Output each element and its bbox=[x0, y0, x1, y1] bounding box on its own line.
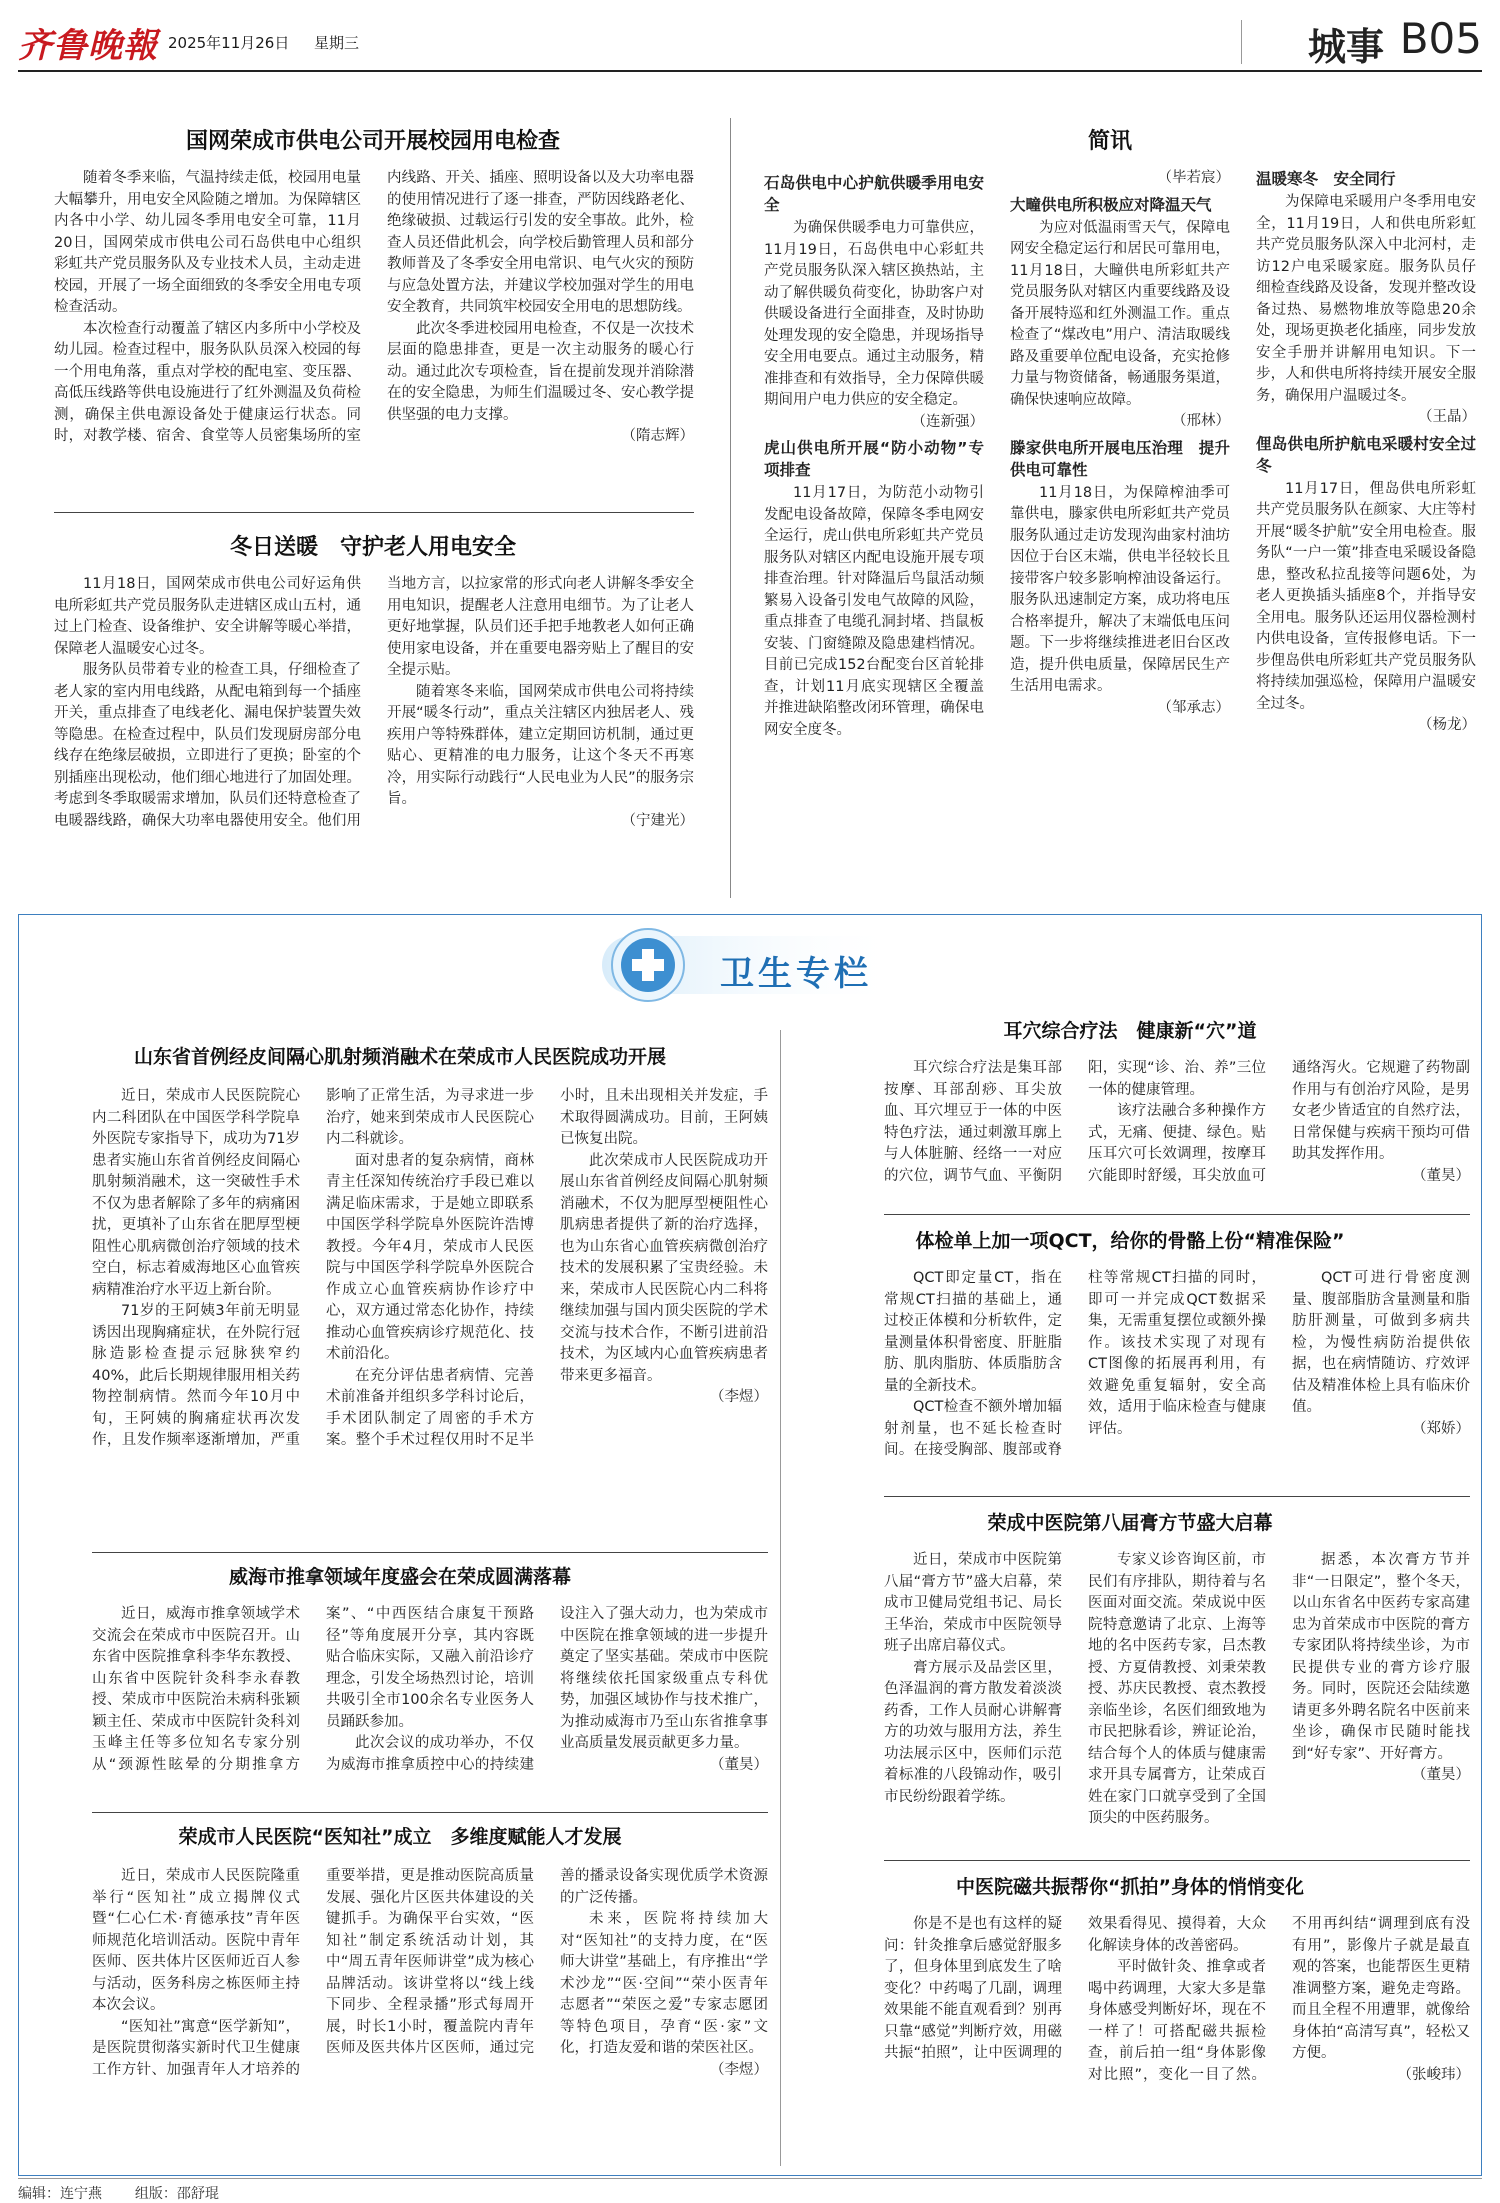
page-footer bbox=[18, 2178, 1482, 2203]
paragraph: 近日，荣成市人民医院隆重举行“医知社”成立揭牌仪式暨“仁心仁术·育德承技”青年医师规范化培训活动。医院中青年医师、医共体片区医师近百人参与活动，医务科房之栋医师主持本次会议。 bbox=[92, 1868, 300, 2013]
article-title: 耳穴综合疗法 健康新“穴”道 bbox=[1003, 1020, 1257, 1042]
paragraph: 面对患者的复杂病情，商林青主任深知传统治疗手段已难以满足临床需求，于是她立即联系中国医学科学院阜外医院许浩博教授。今年4月，荣成市人民医院与中国医学科学院阜外医院合作成立心血管疾病协作诊疗中心，双方通过常态化协作，持续推动心血管疾病诊疗规范化、技术前沿化。 bbox=[326, 1152, 534, 1362]
paragraph: 膏方展示及品尝区里，色泽温润的膏方散发着淡淡药香，工作人员耐心讲解膏方的功效与服用方法，养生功法展示区中，医师们示范着标准的八段锦动作，吸引市民纷纷跟着学练。 bbox=[884, 1659, 1062, 1805]
paragraph: “医知社”寓意“医学新知”，是医院贯彻落实新时代卫生健康工作方针、加强青年人才培养的重要举措，更是推动医院高质量发展、强化片区医共体建设的关键抓手。为确保平台实效，“医知社”制定系统活动计划，其中“周五青年医师讲堂”成为核心品牌活动。该讲堂将以“线上线下同步、全程录播”形式每周开展，时长1小时，覆盖院内青年医师及医共体片区医师，通过完善的播录设备实现优质学术资源的广泛传播。 bbox=[92, 1868, 768, 2078]
byline: （宁建光） bbox=[621, 812, 694, 829]
paragraph: 耳穴综合疗法是集耳部按摩、耳部刮痧、耳尖放血、耳穴埋豆于一体的中医特色疗法，通过刺激耳廓上与人体脏腑、经络一一对应的穴位，调节气血、平衡阴阳，实现“诊、治、养”三位一体的健康管理。 bbox=[884, 1060, 1266, 1184]
paragraph: 未来，医院将持续加大对“医知社”的支持力度，在“医师大讲堂”基础上，有序推出“学术沙龙”“医·空间”“荣小医青年志愿者”“荣医之爱”专家志愿团等特色项目，孕育“医·家”文化，打造友爱和谐的荣医社区。 bbox=[560, 1911, 768, 2056]
divider bbox=[54, 512, 694, 513]
paragraph: 该疗法融合多种操作方式，无痛、便捷、绿色。贴压耳穴可长效调理，按摩耳穴能即时舒缓，耳尖放血可通络泻火。它规避了药物副作用与有创治疗风险，是男女老少皆适宜的自然疗法，日常保健与疾病干预均可借助其发挥作用。 bbox=[1088, 1060, 1470, 1184]
brief-item-body: 11月17日，俚岛供电所彩虹共产党员服务队在颜家、大庄等村开展“暖冬护航”安全用电检查。服务队“一户一策”排查电采暖设备隐患，整改私拉乱接等问题6处，为老人更换插头插座8个，并指导安全用电。服务队还运用仪器检测村内供电设备，宣传报修电话。下一步俚岛供电所彩虹共产党员服务队将持续加强巡检，保障用户温暖安全过冬。 bbox=[1256, 480, 1476, 712]
brief-item-title: 大疃供电所积极应对降温天气 bbox=[1010, 195, 1212, 214]
article-title: 国网荣成市供电公司开展校园用电检查 bbox=[185, 129, 560, 154]
masthead bbox=[18, 12, 1482, 72]
article-body bbox=[92, 1866, 768, 2166]
article-body bbox=[884, 1914, 1470, 2166]
divider bbox=[884, 1214, 1470, 1215]
article-body bbox=[884, 1550, 1470, 1856]
paragraph: 近日，威海市推拿领域学术交流会在荣成市中医院召开。山东省中医院推拿科李华东教授、山东省中医院针灸科李永春教授、荣成市中医院治未病科张颖颖主任、荣成市中医院针灸科刘玉峰主任等多位知名专家分别从“颈源性眩晕的分期推拿方案”、“中西医结合康复干预路径”等角度展开分享，其内容既贴合临床实际，又融入前沿诊疗理念，引发全场热烈讨论，培训共吸引全市100余名专业医务人员踊跃参加。 bbox=[92, 1606, 534, 1773]
article-body bbox=[92, 1604, 768, 1826]
article-title: 荣成中医院第八届膏方节盛大启幕 bbox=[987, 1512, 1273, 1534]
divider bbox=[884, 1860, 1470, 1861]
divider bbox=[92, 1812, 768, 1813]
article-title: 体检单上加一项QCT，给你的骨骼上份“精准保险” bbox=[915, 1230, 1345, 1252]
brief-item-title: 俚岛供电所护航电采暖村安全过冬 bbox=[1256, 434, 1476, 475]
brief-item-body: 11月18日，为保障榨油季可靠供电，滕家供电所彩虹共产党员服务队通过走访发现沟曲家村油坊因位于台区末端，供电半径较长且接带客户较多影响榨油设备运行。服务队迅速制定方案，成功将电压合格率提升，解决了末端低电压问题。下一步将继续推进老旧台区改造，提升供电质量，保障居民生产生活用电需求。 bbox=[1010, 484, 1230, 694]
byline: （董昊） bbox=[1412, 1767, 1470, 1783]
column-divider bbox=[780, 1030, 781, 2166]
byline: （杨龙） bbox=[1418, 717, 1476, 733]
byline: （董昊） bbox=[710, 1756, 768, 1773]
newspaper-logo: 齐鲁晚報 bbox=[18, 26, 158, 66]
byline: （王晶） bbox=[1418, 409, 1476, 425]
paragraph: 在充分评估患者病情、完善术前准备并组织多学科讨论后，手术团队制定了周密的手术方案。整个手术过程仅用时不足半小时，且未出现相关并发症，手术取得圆满成功。目前，王阿姨已恢复出院。 bbox=[326, 1088, 768, 1448]
column-divider bbox=[730, 118, 731, 898]
byline: （郑娇） bbox=[1412, 1420, 1470, 1437]
brief-item-body: 为确保供暖季电力可靠供应，11月19日，石岛供电中心彩虹共产党员服务队深入辖区换热站，主动了解供暖负荷变化，协助客户对供暖设备进行全面排查，及时协助处理发现的安全隐患，并现场指导安全用电要点。通过主动服务，精准排查和有效指导，全力保障供暖期间用户电力供应的安全稳定。 bbox=[764, 220, 984, 408]
byline: （邹承志） bbox=[1157, 699, 1230, 716]
issue-weekday: 星期三 bbox=[314, 34, 360, 52]
layout-credit: 组版：邵舒琨 bbox=[134, 2186, 219, 2202]
byline: （毕若宸） bbox=[1157, 170, 1230, 186]
paragraph: QCT即定量CT，指在常规CT扫描的基础上，通过校正体模和分析软件，定量测量体积骨密度、肝脏脂肪、肌肉脂肪、体质脂肪含量的全新技术。 bbox=[884, 1270, 1062, 1394]
page-number: B05 bbox=[1399, 14, 1482, 63]
brief-item-body: 为保障电采暖用户冬季用电安全，11月19日，人和供电所彩虹共产党员服务队深入中北河村，走访12户电采暖家庭。服务队员仔细检查线路及设备，发现并整改设备过热、易燃物堆放等隐患20余处，现场更换老化插座，同步发放安全手册并讲解用电知识。下一步，人和供电所将持续开展安全服务，确保用户温暖过冬。 bbox=[1256, 194, 1476, 404]
divider bbox=[884, 1496, 1470, 1497]
paragraph: 服务队员带着专业的检查工具，仔细检查了老人家的室内用电线路，从配电箱到每一个插座开关，重点排查了电线老化、漏电保护装置失效等隐患。在检查过程中，队员们发现厨房部分电线存在绝缘层破损，立即进行了更换；卧室的个别插座出现松动，他们细心地进行了加固处理。考虑到冬季取暖需求增加，队员们还特意检查了电暖器线路，确保大功率电器使用安全。他们用当地方言，以拉家常的形式向老人讲解冬季安全用电知识，提醒老人注意用电细节。为了让老人更好地掌握，队员们还手把手地教老人如何正确使用家电设备，并在重要电器旁贴上了醒目的安全提示贴。 bbox=[54, 576, 694, 829]
paragraph: 你是不是也有这样的疑问：针灸推拿后感觉舒服多了，但身体里到底发生了啥变化？中药喝了几副，调理效果能不能直观看到？别再只靠“感觉”判断疗效，用磁共振“拍照”，让中医调理的效果看得见、摸得着，大众化解读身体的改善密码。 bbox=[884, 1916, 1266, 2061]
article-body bbox=[92, 1086, 768, 1540]
byline: （董昊） bbox=[1412, 1167, 1470, 1184]
header-divider bbox=[1241, 20, 1242, 64]
paragraph: 专家义诊咨询区前，市民们有序排队，期待着与名医面对面交流。荣成说中医院特意邀请了北京、上海等地的名中医药专家，吕杰教授、方夏倩教授、刘秉荣教授、苏庆民教授、袁杰教授亲临坐诊，名医们细致地为市民把脉看诊，辨证论治，结合每个人的体质与健康需求开具专属膏方，让荣成百姓在家门口就享受到了全国顶尖的中医药服务。 bbox=[1088, 1552, 1266, 1826]
paragraph: 近日，荣成市中医院第八届“膏方节”盛大启幕，荣成市卫健局党组书记、局长王华治，荣成市中医院领导班子出席启幕仪式。 bbox=[884, 1552, 1062, 1654]
byline: （张峻玮） bbox=[1397, 2066, 1470, 2083]
byline: （连新强） bbox=[911, 413, 984, 430]
byline: （隋志辉） bbox=[621, 428, 694, 444]
paragraph: 71岁的王阿姨3年前无明显诱因出现胸痛症状，在外院行冠脉造影检查提示冠脉狭窄约40%，此后长期规律服用相关药物控制病情。然而今年10月中旬，王阿姨的胸痛症状再次发作，且发作频率逐渐增加，严重影响了正常生活，为寻求进一步治疗，她来到荣成市人民医院心内二科就诊。 bbox=[92, 1088, 534, 1448]
issue-date: 2025年11月26日 bbox=[168, 34, 290, 52]
brief-item-body: 11月17日，为防范小动物引发配电设备故障，保障冬季电网安全运行，虎山供电所彩虹共产党员服务队对辖区内配电设施开展专项排查治理。针对降温后鸟鼠活动频繁易入设备引发电气故障的风险，重点排查了电缆孔洞封堵、挡鼠板安装、门窗缝隙及隐患建档情况。目前已完成152台配变台区首轮排查，计划11月底实现辖区全覆盖并推进缺陷整改闭环管理，确保电网安全度冬。 bbox=[764, 485, 984, 738]
paragraph: 此次荣成市人民医院成功开展山东省首例经皮间隔心肌射频消融术，不仅为肥厚型梗阻性心肌病患者提供了新的治疗选择，也为山东省心血管疾病微创治疗技术的发展积累了宝贵经验。未来，荣成市人民医院心内二科将继续加强与国内顶尖医院的学术交流与技术合作，不断引进前沿技术，为区域内心血管疾病患者带来更多福音。 bbox=[560, 1152, 768, 1384]
article-title: 中医院磁共振帮你“抓拍”身体的悄悄变化 bbox=[956, 1876, 1304, 1898]
brief-item-title: 虎山供电所开展“防小动物”专项排查 bbox=[764, 439, 984, 479]
brief-item-title: 石岛供电中心护航供暖季用电安全 bbox=[764, 174, 984, 214]
health-banner-title: 卫生专栏 bbox=[720, 954, 872, 994]
article-body bbox=[54, 574, 694, 892]
section-name: 城事 bbox=[1307, 25, 1384, 69]
brief-list bbox=[764, 168, 1476, 898]
byline: （李煜） bbox=[710, 2061, 768, 2078]
paragraph: QCT可进行骨密度测量、腹部脂肪含量测量和脂肪肝测量，可做到多病共检，为慢性病防治提供依据，也在病情随访、疗效评估及精准体检上具有临床价值。 bbox=[1292, 1270, 1470, 1415]
article-title: 威海市推拿领域年度盛会在荣成圆满落幕 bbox=[228, 1566, 571, 1588]
paragraph: 随着寒冬来临，国网荣成市供电公司将持续开展“暖冬行动”，重点关注辖区内独居老人、残疾用户等特殊群体，建立定期回访机制，通过更贴心、更精准的电力服务，让这个冬天不再寒冷，用实际行动践行“人民电业为人民”的服务宗旨。 bbox=[387, 683, 694, 807]
article-title: 荣成市人民医院“医知社”成立 多维度赋能人才发展 bbox=[178, 1826, 622, 1848]
paragraph: 据悉，本次膏方节并非“一日限定”，整个冬天，以山东省名中医药专家高建忠为首荣成市中医院的膏方专家团队将持续坐诊，为市民提供专业的膏方诊疗服务。同时，医院还会陆续邀请更多外聘名院名中医前来坐诊，确保市民随时能找到“好专家”、开好膏方。 bbox=[1292, 1552, 1470, 1762]
paragraph: 此次冬季进校园用电检查，不仅是一次技术层面的隐患排查，更是一次主动服务的暖心行动。通过此次专项检查，旨在提前发现并消除潜在的安全隐患，为师生们温暖过冬、安心教学提供坚强的电力支撑。 bbox=[387, 320, 694, 423]
byline: （邢林） bbox=[1172, 413, 1230, 429]
brief-section-title: 简讯 bbox=[1087, 129, 1132, 154]
paragraph: 随着冬季来临，气温持续走低，校园用电量大幅攀升，用电安全风险随之增加。为保障辖区内各中小学、幼儿园冬季用电安全可靠，11月20日，国网荣成市供电公司石岛供电中心组织彩虹共产党员服务队及专业技术人员，主动走进校园，开展了一场全面细致的冬季安全用电专项检查活动。 bbox=[54, 170, 361, 315]
paragraph: 此次会议的成功举办，不仅为威海市推拿质控中心的持续建设注入了强大动力，也为荣成市中医院在推拿领域的进一步提升奠定了坚实基础。荣成市中医院将继续依托国家级重点专科优势，加强区域协作与技术推广，为推动威海市乃至山东省推拿事业高质量发展贡献更多力量。 bbox=[326, 1606, 768, 1773]
article-body bbox=[884, 1268, 1470, 1494]
paragraph: 11月18日，国网荣成市供电公司好运角供电所彩虹共产党员服务队走进辖区成山五村，通过上门检查、设备维护、安全讲解等暖心举措，保障老人温暖安心过冬。 bbox=[54, 576, 361, 657]
article-title: 冬日送暖 守护老人用电安全 bbox=[229, 535, 516, 560]
editor-credit: 编辑：连宁燕 bbox=[18, 2186, 102, 2202]
brief-item-title: 滕家供电所开展电压治理 提升供电可靠性 bbox=[1010, 438, 1230, 479]
byline: （李煜） bbox=[710, 1389, 768, 1405]
paragraph: 平时做针灸、推拿或者喝中药调理，大家大多是靠身体感受判断好坏，现在不一样了！可搭配磁共振检查，前后拍一组“身体影像对比照”，变化一目了然。不用再纠结“调理到底有没有用”，影像片子就是最直观的答案，也能帮医生更精准调整方案，避免走弯路。而且全程不用遭罪，就像给身体拍“高清写真”，轻松又方便。 bbox=[1088, 1916, 1470, 2083]
article-title: 山东省首例经皮间隔心肌射频消融术在荣成市人民医院成功开展 bbox=[133, 1046, 666, 1068]
article-body bbox=[884, 1058, 1470, 1230]
brief-item-body: 为应对低温雨雪天气，保障电网安全稳定运行和居民可靠用电，11月18日，大疃供电所彩虹共产党员服务队对辖区内重要线路及设备开展特巡和红外测温工作。重点检查了“煤改电”用户、清洁取暖线路及重要单位配电设备，充实抢修力量与物资储备，畅通服务渠道，确保快速响应故障。 bbox=[1010, 219, 1230, 408]
paragraph: 近日，荣成市人民医院院心内二科团队在中国医学科学院阜外医院专家指导下，成功为71岁患者实施山东省首例经皮间隔心肌射频消融术，这一突破性手术不仅为患者解除了多年的病痛困扰，更填补了山东省在肥厚型梗阻性心肌病微创治疗领域的技术空白，标志着威海地区心血管疾病精准治疗水平迈上新台阶。 bbox=[92, 1088, 300, 1298]
paragraph: 本次检查行动覆盖了辖区内多所中小学校及幼儿园。检查过程中，服务队队员深入校园的每一个用电角落，重点对学校的配电室、变压器、高低压线路等供电设施进行了红外测温及负荷检测，确保主供电源设备处于健康运行状态。同时，对教学楼、宿舍、食堂等人员密集场所的室内线路、开关、插座、照明设备以及大功率电器的使用情况进行了逐一排查，严防因线路老化、绝缘破损、过载运行引发的安全事故。此外，检查人员还借此机会，向学校后勤管理人员和部分教师普及了冬季安全用电常识、电气火灾的预防与应急处置方法，并建议学校加强对学生的用电安全教育，共同筑牢校园安全用电的思想防线。 bbox=[54, 170, 694, 444]
paragraph: QCT检查不额外增加辐射剂量，也不延长检查时间。在接受胸部、腹部或脊柱等常规CT扫描的同时，即可一并完成QCT数据采集，无需重复摆位或额外操作。该技术实现了对现有CT图像的拓展再利用，有效避免重复辐射，安全高效，适用于临床检查与健康评估。 bbox=[884, 1270, 1266, 1458]
divider bbox=[92, 1552, 768, 1553]
brief-item-title: 温暖寒冬 安全同行 bbox=[1256, 170, 1396, 188]
article-body bbox=[54, 168, 694, 498]
